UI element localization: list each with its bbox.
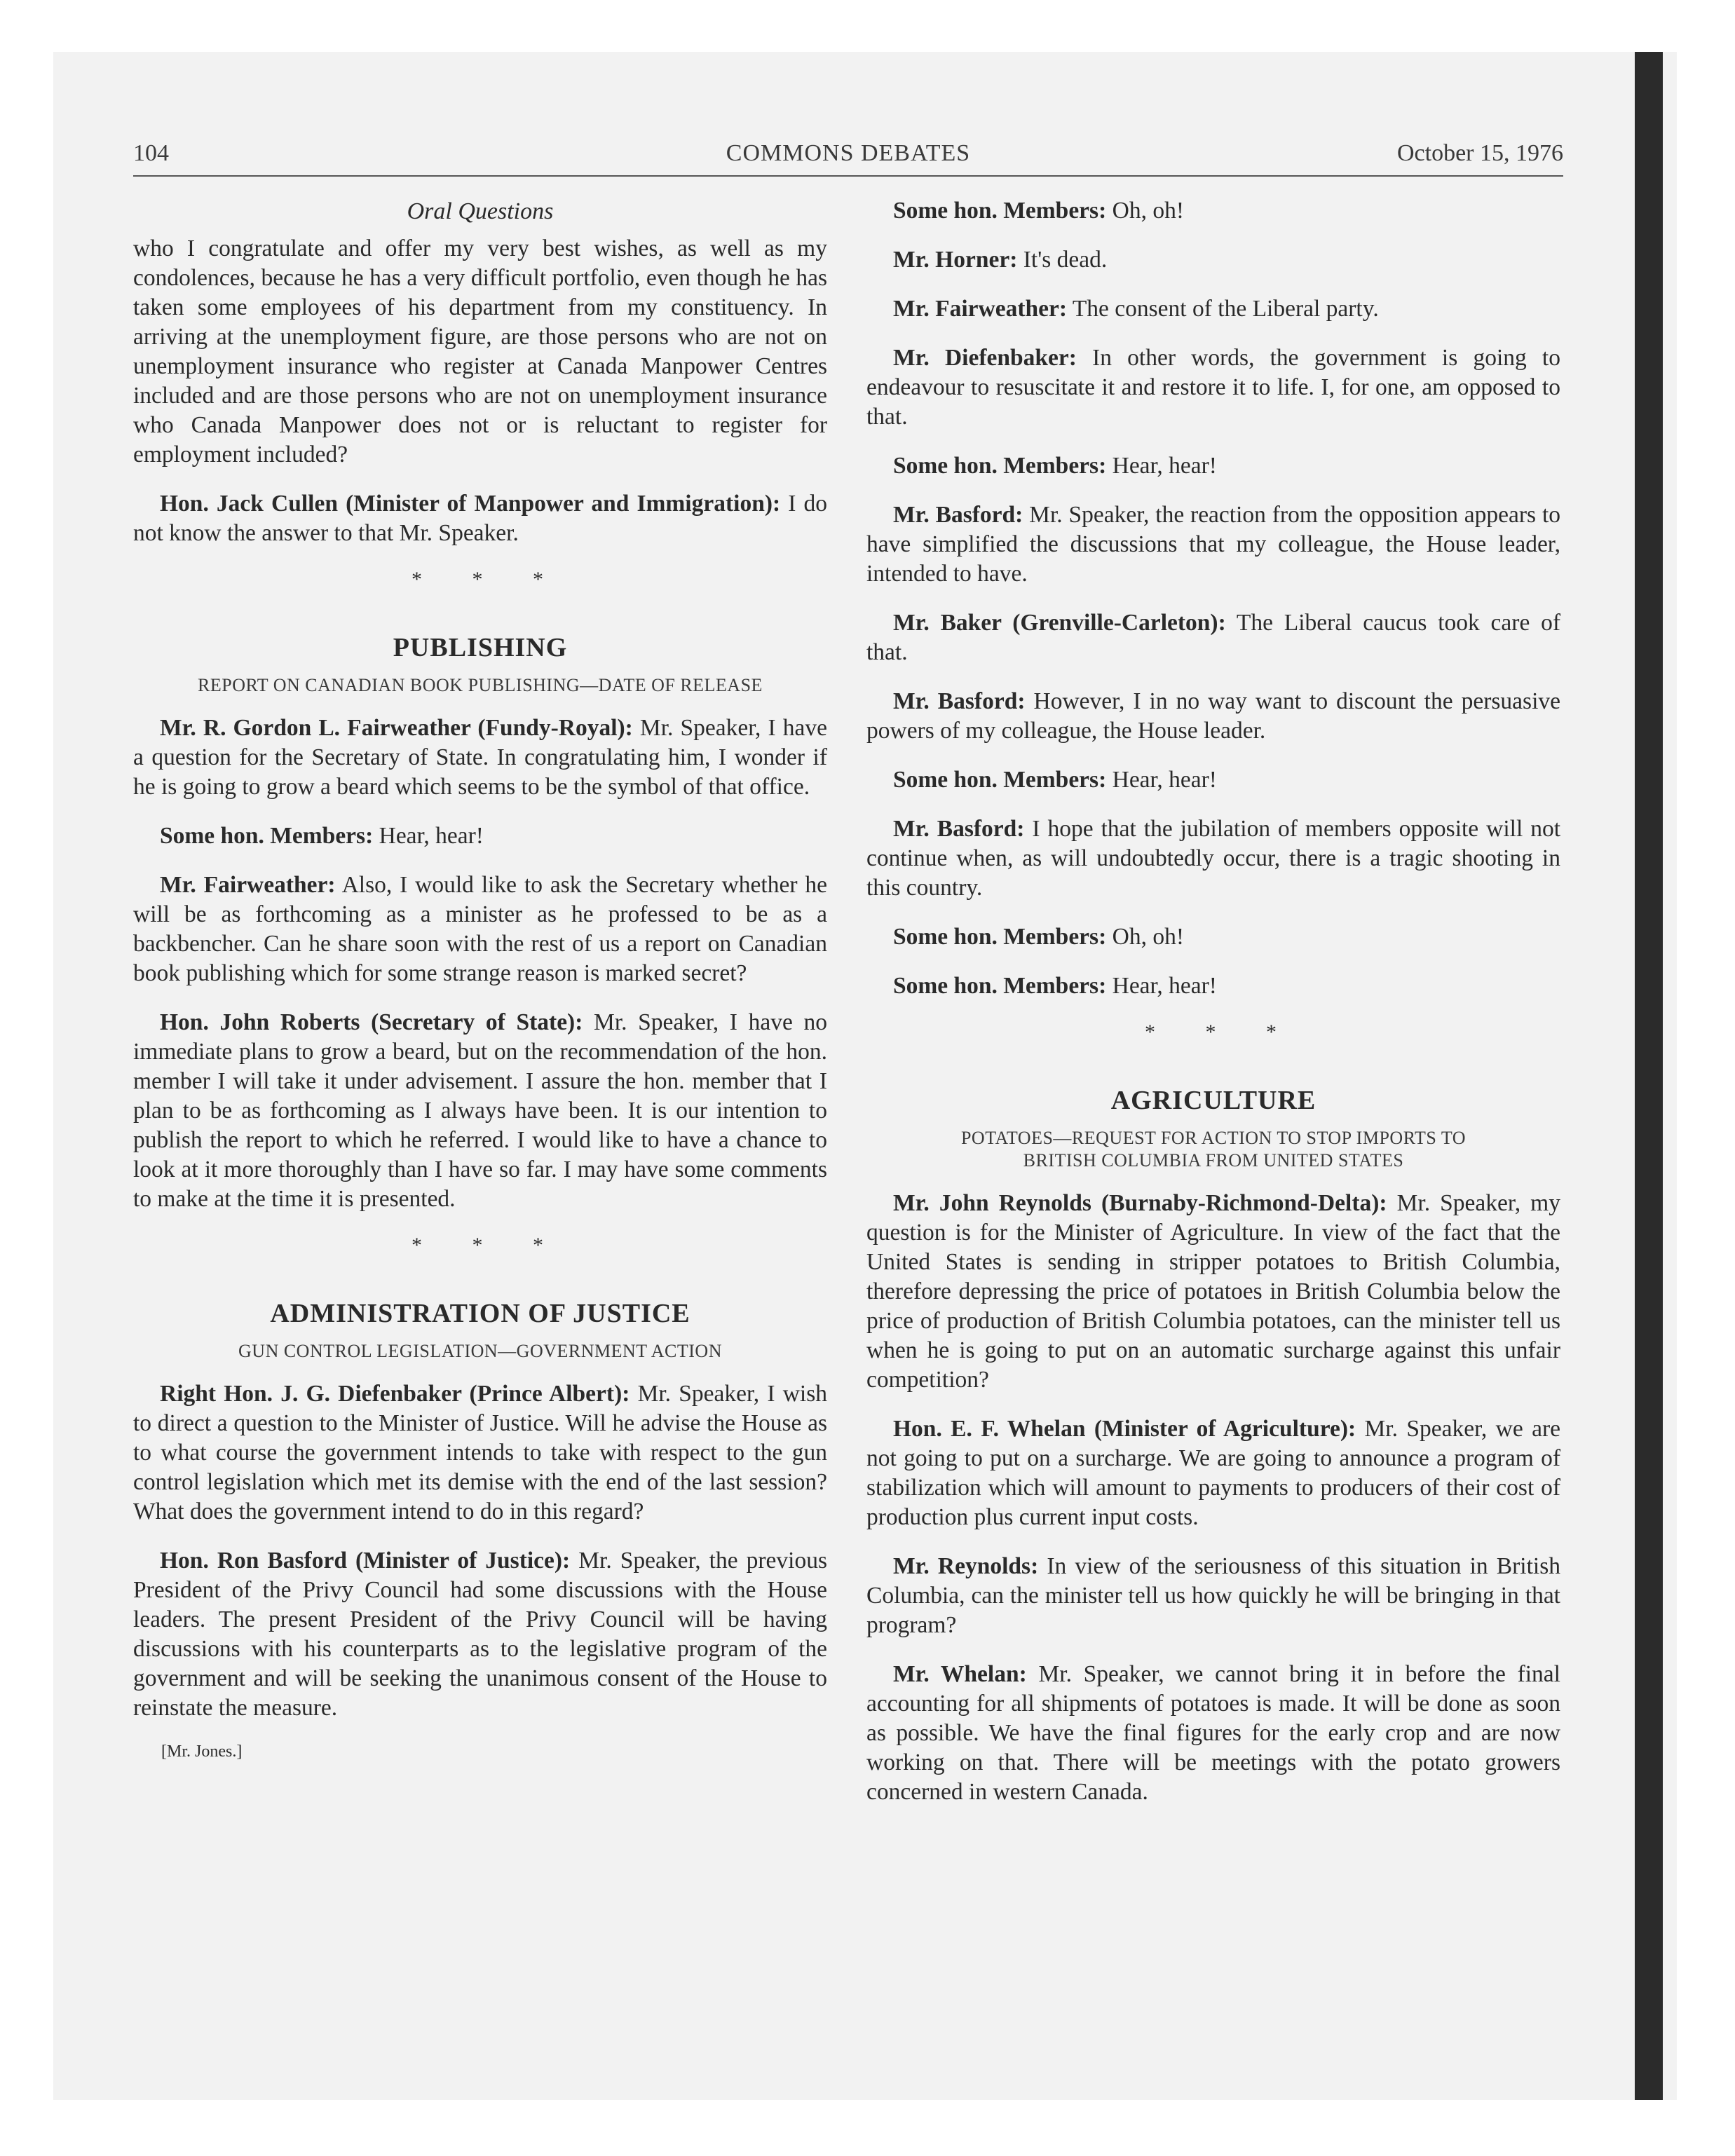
speech-text: Hear, hear! xyxy=(1106,973,1217,999)
speaker-name: Some hon. Members: xyxy=(893,767,1107,793)
right-column xyxy=(866,196,1560,1827)
paragraph xyxy=(866,1414,1560,1532)
speaker-name: Mr. Diefenbaker: xyxy=(893,345,1077,371)
speaker-name: Mr. Basford: xyxy=(893,816,1025,842)
section-subheading: GUN CONTROL LEGISLATION—GOVERNMENT ACTION xyxy=(238,1341,722,1361)
speech-text: Also, I would like to ask the Secretary whether he will be as forthcoming as a minister as he professed to be as a backbencher. Can he share soon with the rest of us a report on Canadian book publishing which for some strange reason is marked secret? xyxy=(133,872,827,986)
speaker-name: Mr. Fairweather: xyxy=(160,872,336,898)
speech-text: In view of the seriousness of this situation in British Columbia, can the minister tell us how quickly he will be bringing in that program? xyxy=(866,1553,1560,1638)
section-heading: ADMINISTRATION OF JUSTICE xyxy=(270,1299,690,1328)
speaker-name: Hon. Ron Basford (Minister of Justice): xyxy=(160,1548,571,1574)
paragraph xyxy=(866,196,1560,226)
speech-text: Mr. Speaker, my question is for the Minister of Agriculture. In view of the fact that the United States is sending in stripper potatoes to British Columbia, therefore depressing the price of potatoes in British Columbia below the price of production of British Columbia potatoes, can the minister tell us when he is going to put on an automatic surcharge against this unfair competition? xyxy=(866,1190,1560,1393)
speech-text: Hear, hear! xyxy=(373,823,484,849)
paragraph xyxy=(866,814,1560,903)
paragraph xyxy=(866,451,1560,481)
paragraph xyxy=(866,765,1560,795)
paragraph xyxy=(866,1552,1560,1640)
subheading-line: POTATOES—REQUEST FOR ACTION TO STOP IMPORTS TO xyxy=(960,1128,1467,1148)
speaker-name: Right Hon. J. G. Diefenbaker (Prince Albert): xyxy=(160,1381,630,1407)
paragraph xyxy=(866,971,1560,1001)
speaker-name: Mr. R. Gordon L. Fairweather (Fundy-Royal): xyxy=(160,715,633,741)
paragraph xyxy=(866,245,1560,275)
paragraph xyxy=(866,1189,1560,1395)
speech-text: I hope that the jubilation of members opposite will not continue when, as will undoubtedly occur, there is a tragic shooting in this country. xyxy=(866,816,1561,901)
journal-title: COMMONS DEBATES xyxy=(726,140,971,166)
page-number: 104 xyxy=(133,140,169,166)
paragraph xyxy=(866,1660,1560,1807)
paragraph xyxy=(866,922,1560,952)
speaker-name: Some hon. Members: xyxy=(893,198,1107,224)
paragraph xyxy=(133,1379,827,1527)
paragraph xyxy=(133,871,827,988)
paragraph xyxy=(133,1008,827,1214)
speaker-name: Some hon. Members: xyxy=(893,924,1107,950)
header-rule xyxy=(133,175,1563,177)
speaker-name: Mr. Horner: xyxy=(893,247,1018,273)
section-separator: * * * xyxy=(411,1234,566,1257)
paragraph: who I congratulate and offer my very best wishes, as well as my condolences, because he has a very difficult portfolio, even though he has taken some employees of his department from my constituency. In arriving at the unemployment figure, are those persons who are not on unemployment insurance who register at Canada Manpower Centres included and are those persons who are not on unemployment insurance who Canada Manpower does not or is reluctant to register for employment included? xyxy=(133,236,827,468)
speech-text: Hear, hear! xyxy=(1106,767,1217,793)
speech-text: Oh, oh! xyxy=(1106,924,1184,950)
section-separator: * * * xyxy=(1145,1021,1299,1044)
section-separator: * * * xyxy=(411,568,566,591)
section-label: Oral Questions xyxy=(407,198,554,224)
speech-text: It's dead. xyxy=(1017,247,1108,273)
paragraph xyxy=(866,294,1560,324)
speaker-name: Some hon. Members: xyxy=(160,823,374,849)
speaker-name: Hon. John Roberts (Secretary of State): xyxy=(160,1009,583,1035)
speech-text: The Liberal caucus took care of that. xyxy=(866,610,1561,665)
speech-text: Mr. Speaker, I wish to direct a question to the Minister of Justice. Will he advise the House as to what course the government intends to take with respect to the gun control legislation which met its demise with the end of the last session? What does the government intend to do in this regard? xyxy=(133,1381,827,1524)
section-heading: AGRICULTURE xyxy=(1110,1086,1316,1115)
speaker-name: Mr. Basford: xyxy=(893,688,1026,714)
paragraph xyxy=(866,343,1560,432)
paragraph xyxy=(133,1546,827,1723)
section-subheading xyxy=(866,1127,1560,1172)
subheading-line: BRITISH COLUMBIA FROM UNITED STATES xyxy=(1023,1150,1404,1171)
speech-text: Mr. Speaker, I have no immediate plans to grow a beard, but on the recommendation of the hon. member I will take it under advisement. I assure the hon. member that I plan to be as forthcoming as I always have been. It is our intention to publish the report to which he referred. I would like to have a chance to look at it more thoroughly than I have so far. I may have some comments to make at the time it is presented. xyxy=(133,1009,827,1212)
paragraph xyxy=(866,608,1560,667)
page-header xyxy=(133,140,1563,178)
speaker-name: Some hon. Members: xyxy=(893,453,1107,479)
speaker-name: Hon. Jack Cullen (Minister of Manpower and Immigration): xyxy=(160,491,781,517)
speech-text: In other words, the government is going to endeavour to resuscitate it and restore it to life. I, for one, am opposed to that. xyxy=(866,345,1560,430)
section-heading: PUBLISHING xyxy=(393,633,568,662)
speech-text: Oh, oh! xyxy=(1106,198,1184,224)
speech-text: Mr. Speaker, we cannot bring it in before the final accounting for all shipments of potatoes is made. It will be done as soon as possible. We have the final figures for the early crop and are now working on that. There will be meetings with the potato growers concerned in western Canada. xyxy=(866,1661,1560,1805)
speaker-name: Mr. Basford: xyxy=(893,502,1023,528)
paragraph xyxy=(133,714,827,802)
speaker-name: Mr. Baker (Grenville-Carleton): xyxy=(893,610,1226,636)
footnote: [Mr. Jones.] xyxy=(161,1742,243,1761)
scan-edge-bar xyxy=(1635,52,1663,2100)
paragraph xyxy=(133,489,827,548)
speech-text: However, I in no way want to discount the persuasive powers of my colleague, the House leader. xyxy=(866,688,1560,744)
speaker-name: Mr. Fairweather: xyxy=(893,296,1068,322)
paragraph xyxy=(133,821,827,851)
speech-text: Hear, hear! xyxy=(1106,453,1217,479)
speaker-name: Mr. Reynolds: xyxy=(893,1553,1039,1579)
speech-text: The consent of the Liberal party. xyxy=(1067,296,1379,322)
speech-text: I do not know the answer to that Mr. Speaker. xyxy=(133,491,828,546)
paragraph xyxy=(866,500,1560,589)
speaker-name: Mr. John Reynolds (Burnaby-Richmond-Delta): xyxy=(893,1190,1387,1216)
speaker-name: Hon. E. F. Whelan (Minister of Agriculture): xyxy=(893,1416,1356,1442)
paragraph xyxy=(866,687,1560,746)
speech-text: Mr. Speaker, the reaction from the opposition appears to have simplified the discussions that my colleague, the House leader, intended to have. xyxy=(866,502,1560,587)
header-date: October 15, 1976 xyxy=(1396,140,1563,166)
speech-text: Mr. Speaker, I have a question for the Secretary of State. In congratulating him, I wonder if he is going to grow a beard which seems to be the symbol of that office. xyxy=(133,715,827,800)
speaker-name: Mr. Whelan: xyxy=(893,1661,1027,1687)
speech-text: Mr. Speaker, we are not going to put on a surcharge. We are going to announce a program of stabilization which will amount to payments to producers of their cost of production plus current input costs. xyxy=(866,1416,1560,1530)
speech-text: Mr. Speaker, the previous President of the Privy Council had some discussions with the House leaders. The present President of the Privy Council will be having discussions with his counterparts as to the legislative program of the government and will be seeking the unanimous consent of the House to reinstate the measure. xyxy=(133,1548,827,1721)
section-subheading: REPORT ON CANADIAN BOOK PUBLISHING—DATE OF RELEASE xyxy=(198,675,763,695)
speaker-name: Some hon. Members: xyxy=(893,973,1107,999)
left-column xyxy=(133,196,827,1761)
